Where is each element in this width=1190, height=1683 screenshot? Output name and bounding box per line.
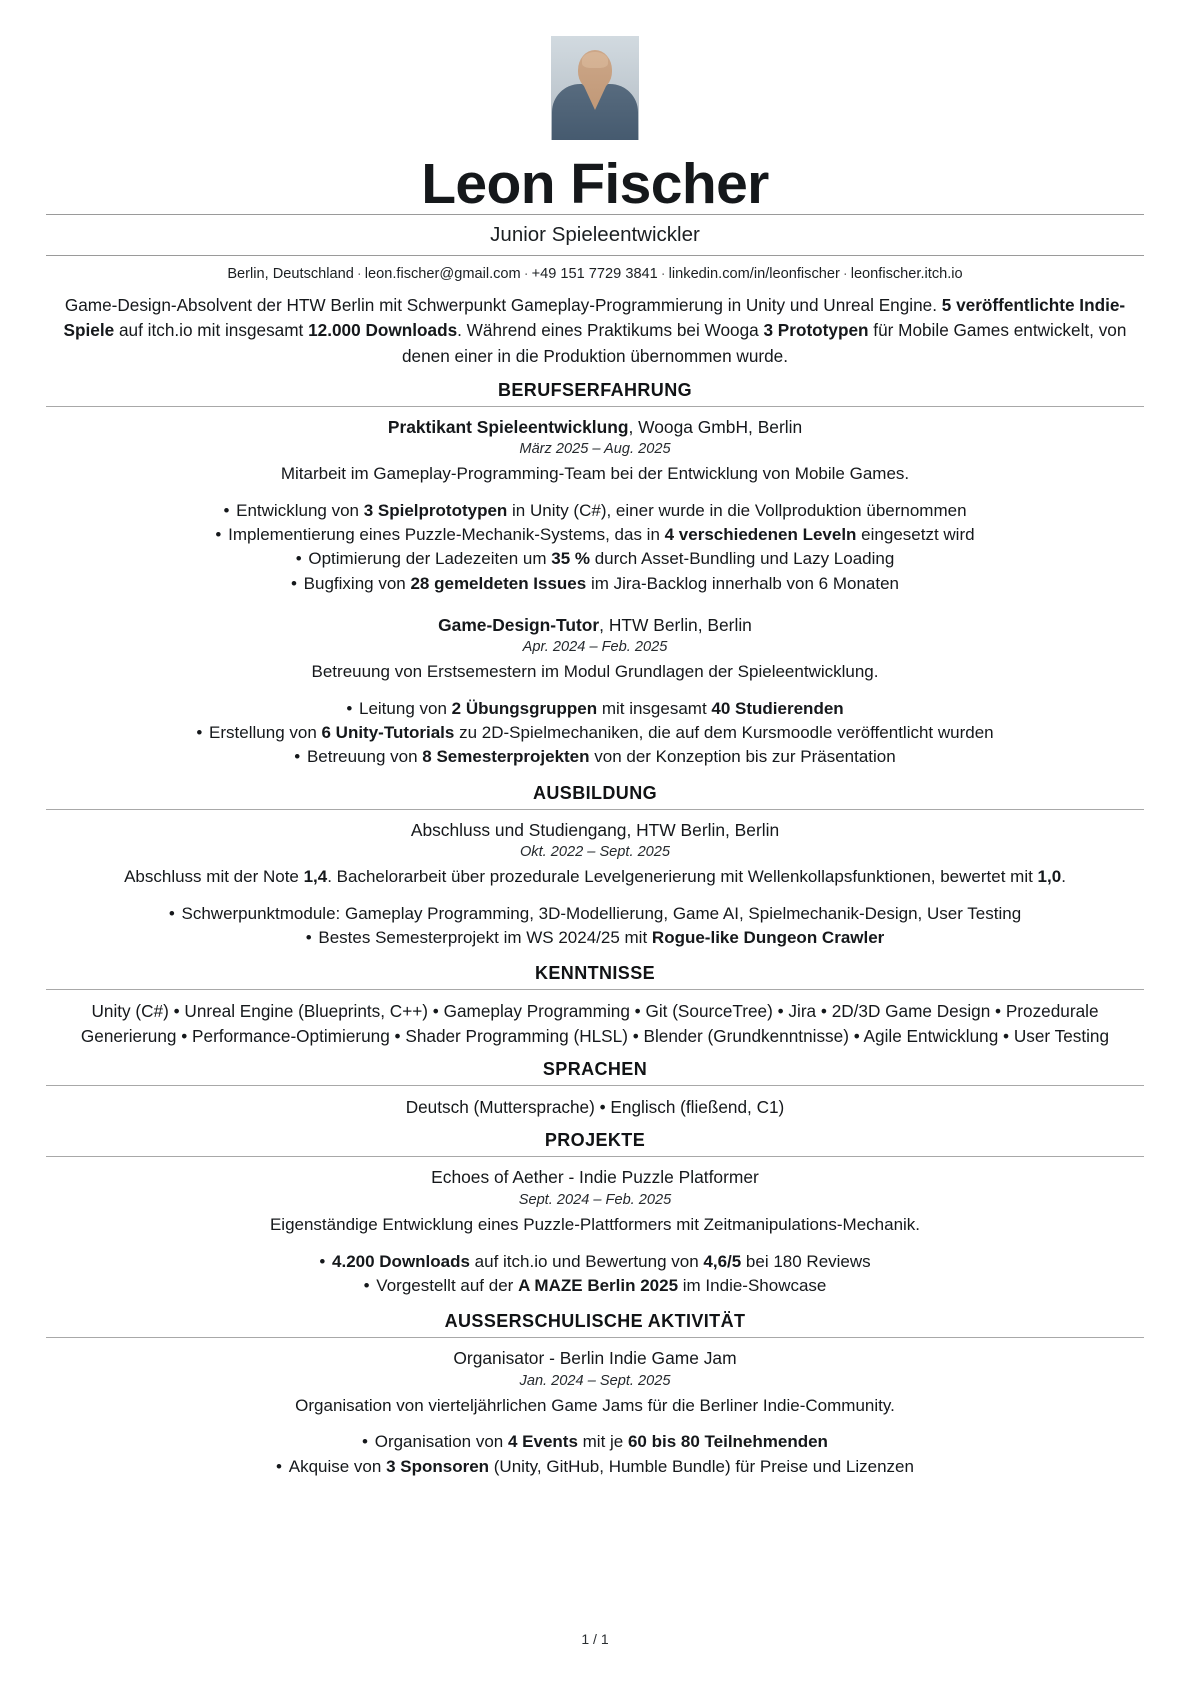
entry-title: [46, 819, 1144, 842]
list-item: Deutsch (Muttersprache): [405, 1096, 595, 1117]
bullet-highlight: Rogue-like Dungeon Crawler: [651, 928, 885, 948]
list-separator: •: [627, 1025, 644, 1046]
entry-description: Betreuung von Erstsemestern im Modul Grundlagen der Spieleentwicklung.: [311, 662, 879, 682]
entry-dates: Jan. 2024 – Sept. 2025: [519, 1372, 671, 1389]
list-separator: •: [990, 1001, 1006, 1022]
bullet-item: [46, 523, 1144, 547]
bullet-item: [46, 1430, 1144, 1454]
desc-highlight: 1,4: [303, 867, 328, 887]
bullet-highlight: 3 Spielprototypen: [363, 501, 508, 521]
list-separator: •: [389, 1025, 406, 1046]
bullet-highlight: 35 %: [551, 549, 590, 569]
bullet-glyph: •: [290, 573, 302, 593]
list-item: Shader Programming (HLSL): [405, 1025, 628, 1046]
bullet-highlight: 3 Sponsoren: [386, 1456, 490, 1476]
bullet-highlight: 2 Übungsgruppen: [451, 699, 598, 719]
section-body-languages: [46, 1086, 1144, 1119]
section-body-extracurricular: [46, 1338, 1144, 1481]
bullet-glyph: •: [295, 549, 307, 569]
bullet-highlight: 28 gemeldeten Issues: [410, 573, 587, 593]
list-separator: •: [168, 1001, 185, 1022]
bullet-highlight: A MAZE Berlin 2025: [518, 1275, 679, 1295]
entry: [46, 819, 1144, 953]
bullet-highlight: 4,6/5: [703, 1251, 742, 1271]
bullet-glyph: •: [305, 928, 317, 948]
entry-dates: März 2025 – Aug. 2025: [519, 441, 671, 458]
bullet-text: bei 180 Reviews: [741, 1251, 871, 1271]
entry-dates: Okt. 2022 – Sept. 2025: [519, 844, 671, 861]
entry: [46, 1347, 1144, 1481]
section-body-experience: [46, 407, 1144, 772]
entry-title: [46, 614, 1144, 637]
summary-text: für Mobile Games entwickelt, von denen einer in die Produktion übernommen wurde.: [401, 320, 1127, 366]
entry-role: Praktikant Spieleentwicklung: [387, 416, 629, 437]
bullet-glyph: •: [215, 525, 227, 545]
summary-paragraph: [46, 284, 1144, 369]
entry-org: , Wooga GmbH, Berlin: [628, 416, 803, 437]
bullet-text: Erstellung von: [209, 723, 322, 743]
entry-org: , HTW Berlin, Berlin: [626, 819, 780, 840]
bullet-glyph: •: [363, 1275, 375, 1295]
summary-text: Game-Design-Absolvent der HTW Berlin mit Schwerpunkt Gameplay-Programmierung in Unity und Unreal Engine.: [64, 295, 942, 315]
bullet-text: zu 2D-Spielmechaniken, die auf dem Kursmoodle veröffentlicht wurden: [454, 723, 994, 743]
bullet-text: im Jira-Backlog innerhalb von 6 Monaten: [586, 573, 900, 593]
section-body-projects: [46, 1157, 1144, 1300]
contact-separator: ·: [660, 266, 666, 283]
entry-description: [46, 862, 1144, 889]
bullet-item: [46, 572, 1144, 596]
bullet-text: im Indie-Showcase: [678, 1275, 827, 1295]
bullet-item: [46, 721, 1144, 745]
contact-email[interactable]: leon.fischer@gmail.com: [364, 266, 521, 283]
list-item: Jira: [788, 1001, 817, 1022]
list-item: Git (SourceTree): [645, 1001, 773, 1022]
bullet-item: [46, 697, 1144, 721]
list-separator: •: [594, 1096, 611, 1117]
bullet-text: mit je: [577, 1432, 628, 1452]
entry-org: , HTW Berlin, Berlin: [599, 614, 752, 635]
entry-title: [46, 416, 1144, 439]
entry: [46, 1166, 1144, 1300]
bullet-highlight: 4 Events: [507, 1432, 578, 1452]
bullet-list: [46, 1417, 1144, 1478]
section-title-languages: SPRACHEN: [542, 1058, 648, 1079]
bullet-text: durch Asset-Bundling und Lazy Loading: [589, 549, 895, 569]
bullet-text: eingesetzt wird: [856, 525, 975, 545]
list-item: Blender (Grundkenntnisse): [643, 1025, 849, 1046]
bullet-item: [46, 1455, 1144, 1479]
summary-highlight: 5 veröffentlichte Indie-Spiele: [63, 295, 1126, 341]
bullet-item: [46, 745, 1144, 769]
bullet-list: [46, 684, 1144, 769]
contact-line: [46, 256, 1144, 284]
bullet-text: Vorgestellt auf der: [376, 1275, 519, 1295]
section-title-experience: BERUFSERFAHRUNG: [497, 379, 692, 400]
summary-highlight: 3 Prototypen: [763, 320, 869, 341]
section-title-projects: PROJEKTE: [544, 1130, 646, 1151]
list-item: Prozedurale Generierung: [80, 1001, 1099, 1046]
bullet-text: Implementierung eines Puzzle-Mechanik-Systems, das in: [228, 525, 665, 545]
bullet-item: [46, 1274, 1144, 1298]
list-item: Englisch (fließend, C1): [610, 1096, 785, 1117]
bullet-text: Leitung von: [359, 699, 452, 719]
bullet-glyph: •: [294, 747, 305, 767]
bullet-item: [46, 1250, 1144, 1274]
entry-title: [46, 1166, 1144, 1189]
bullet-highlight: 60 bis 80 Teilnehmenden: [627, 1432, 828, 1452]
bullet-list: [46, 486, 1144, 596]
bullet-item: [46, 547, 1144, 571]
bullet-item: [46, 926, 1144, 950]
list-item: User Testing: [1013, 1025, 1110, 1046]
list-separator: •: [428, 1001, 444, 1022]
entry-title: [46, 1347, 1144, 1370]
list-separator: •: [629, 1001, 646, 1022]
bullet-item: [46, 499, 1144, 523]
bullet-text: Akquise von: [288, 1456, 387, 1476]
bullet-text: Entwicklung von: [236, 501, 364, 521]
list-item: Unity (C#): [91, 1001, 169, 1022]
bullet-highlight: 8 Semesterprojekten: [422, 747, 590, 767]
entry-description: Organisation von vierteljährlichen Game Jams für die Berliner Indie-Community.: [295, 1395, 895, 1415]
bullet-glyph: •: [276, 1456, 287, 1476]
summary-text: auf itch.io mit insgesamt: [114, 320, 309, 341]
list-item: Unreal Engine (Blueprints, C++): [184, 1001, 429, 1022]
entry-dates: Apr. 2024 – Feb. 2025: [522, 639, 668, 656]
avatar: [551, 36, 639, 140]
bullet-text: Organisation von: [374, 1432, 508, 1452]
entry-description: Eigenständige Entwicklung eines Puzzle-Plattformers mit Zeitmanipulations-Mechanik.: [269, 1215, 921, 1234]
entry-description: Mitarbeit im Gameplay-Programming-Team bei der Entwicklung von Mobile Games.: [280, 464, 910, 484]
contact-separator: ·: [356, 266, 362, 283]
bullet-glyph: •: [196, 723, 208, 743]
desc-text: .: [1061, 867, 1066, 887]
bullet-text: auf itch.io und Bewertung von: [469, 1251, 704, 1271]
section-title-extracurricular: AUSSERSCHULISCHE AKTIVITÄT: [444, 1311, 746, 1332]
contact-location: Berlin, Deutschland: [227, 266, 354, 283]
list-item: Performance-Optimierung: [192, 1025, 390, 1046]
list-separator: •: [772, 1001, 789, 1022]
entry-role: Game-Design-Tutor: [438, 614, 600, 635]
section-title-education: AUSBILDUNG: [533, 782, 657, 803]
bullet-glyph: •: [346, 699, 357, 719]
photo-container: [46, 0, 1144, 140]
bullet-glyph: •: [362, 1432, 373, 1452]
entry-role: Abschluss und Studiengang: [410, 819, 627, 840]
page-footer: 1 / 1: [581, 1631, 609, 1647]
list-item: Agile Entwicklung: [863, 1025, 999, 1046]
bullet-highlight: 4.200 Downloads: [332, 1251, 470, 1271]
section-title-skills: KENNTNISSE: [534, 963, 655, 984]
entry-role: Organisator - Berlin Indie Game Jam: [453, 1348, 737, 1369]
bullet-text: (Unity, GitHub, Humble Bundle) für Preise und Lizenzen: [489, 1456, 914, 1476]
bullet-text: von der Konzeption bis zur Präsentation: [589, 747, 896, 767]
entry-role: Echoes of Aether - Indie Puzzle Platformer: [431, 1167, 759, 1188]
desc-highlight: 1,0: [1037, 867, 1062, 887]
contact-separator: ·: [523, 266, 529, 283]
desc-text: . Bachelorarbeit über prozedurale Levelgenerierung mit Wellenkollapsfunktionen, bewertet mit: [327, 867, 1038, 887]
list-separator: •: [816, 1001, 832, 1022]
list-item: 2D/3D Game Design: [831, 1001, 991, 1022]
section-body-education: [46, 810, 1144, 953]
contact-linkedin[interactable]: linkedin.com/in/leonfischer: [668, 266, 840, 283]
list-separator: •: [848, 1025, 864, 1046]
bullet-list: [46, 1237, 1144, 1298]
contact-separator: ·: [842, 266, 848, 283]
list-separator: •: [176, 1025, 193, 1046]
contact-website[interactable]: leonfischer.itch.io: [850, 266, 963, 283]
bullet-text: Bugfixing von: [303, 573, 411, 593]
sections-root: [46, 369, 1144, 1481]
entry: [46, 598, 1144, 772]
avatar-shading: [551, 36, 639, 140]
languages-list: [46, 1095, 1144, 1119]
entry-dates: Sept. 2024 – Feb. 2025: [518, 1192, 672, 1209]
resume-sheet: [46, 0, 1144, 1481]
summary-text: . Während eines Praktikums bei Wooga: [457, 320, 764, 341]
bullet-text: mit insgesamt: [597, 699, 712, 719]
job-headline: Junior Spieleentwickler: [490, 223, 700, 247]
list-separator: •: [998, 1025, 1014, 1046]
bullet-glyph: •: [168, 903, 180, 923]
skills-list: [46, 999, 1144, 1048]
bullet-list: [46, 889, 1144, 950]
bullet-text: Betreuung von: [306, 747, 423, 767]
bullet-glyph: •: [319, 1251, 331, 1271]
summary-highlight: 12.000 Downloads: [308, 320, 458, 341]
bullet-glyph: •: [223, 501, 235, 521]
bullet-highlight: 40 Studierenden: [711, 699, 844, 719]
page-title: Leon Fischer: [421, 152, 769, 216]
bullet-item: [46, 902, 1144, 926]
section-body-skills: [46, 990, 1144, 1048]
bullet-text: Schwerpunktmodule: Gameplay Programming, 3D-Modellierung, Game AI, Spielmechanik-Design, User Testing: [181, 903, 1022, 923]
entry: [46, 416, 1144, 598]
bullet-text: in Unity (C#), einer wurde in die Vollproduktion übernommen: [507, 501, 967, 521]
bullet-text: Optimierung der Ladezeiten um: [308, 549, 552, 569]
list-item: Gameplay Programming: [443, 1001, 630, 1022]
desc-text: Abschluss mit der Note: [124, 867, 304, 887]
bullet-highlight: 6 Unity-Tutorials: [321, 723, 455, 743]
bullet-text: Bestes Semesterprojekt im WS 2024/25 mit: [318, 928, 652, 948]
bullet-highlight: 4 verschiedenen Leveln: [664, 525, 857, 545]
contact-phone[interactable]: +49 151 7729 3841: [531, 266, 658, 283]
